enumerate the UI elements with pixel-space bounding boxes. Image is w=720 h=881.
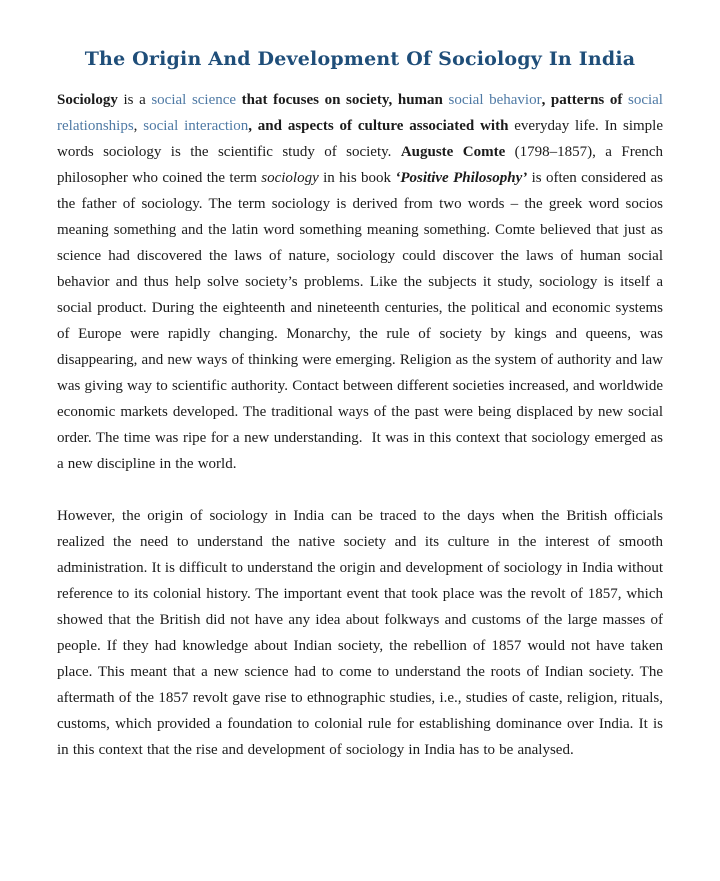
text-segment: in his book (318, 170, 396, 186)
text-segment: (1798–1857), a French philosopher who coined the term (57, 144, 664, 186)
term-sociology-bold: Sociology (57, 92, 118, 108)
text-segment: that focuses on society, human (236, 92, 449, 108)
document-title: The Origin And Development Of Sociology In India (84, 48, 636, 70)
paragraph-sociology-in-india (57, 503, 663, 763)
text-segment: , (133, 118, 144, 134)
link-social-behavior[interactable]: social behavior (448, 92, 542, 108)
text-segment: everyday life. In simple words sociology is the scientific study of society. (57, 118, 663, 160)
link-social-relationships[interactable]: social relationships (57, 92, 663, 134)
term-positive-philosophy: ‘Positive Philosophy’ (395, 170, 528, 186)
link-social-science[interactable]: social science (151, 92, 237, 108)
text-segment: However, the origin of sociology in India can be traced to the days when the British officials realized the need to understand the native society and its culture in the interest of smooth administration. It is difficult to understand the origin and development of sociology in India without reference to its colonial history. The important event that took place was the revolt of 1857, which showed that the British did not have any idea about folkways and customs of the large masses of people. If they had knowledge about Indian society, the rebellion of 1857 would not have taken place. This meant that a new science had to come to understand the roots of Indian society. The aftermath of the 1857 revolt gave rise to ethnographic studies, i.e., studies of caste, religion, rituals, customs, which provided a foundation to colonial rule for establishing dominance over India. It is in this context that the rise and development of sociology in India has to be analysed. (57, 508, 663, 758)
text-segment: is a (117, 92, 152, 108)
text-segment: , patterns of (541, 92, 628, 108)
paragraph-introduction (57, 87, 663, 477)
text-segment: is often considered as the father of sociology. The term sociology is derived from two words – the greek word socios meaning something and the latin word something meaning something. Comte believed that just as science had discovered the laws of nature, sociology could discover the laws of human social behavior and thus help solve society’s problems. Like the subjects it study, sociology is itself a social product. During the eighteenth and nineteenth centuries, the political and economic systems of Europe were rapidly changing. Monarchy, the rule of society by kings and queens, was disappearing, and new ways of thinking were emerging. Religion as the system of authority and law was giving way to scientific authority. Contact between different societies increased, and worldwide economic markets developed. The traditional ways of the past were being displaced by new social order. The time was ripe for a new understanding. It was in this context that sociology emerged as a new discipline in the world. (57, 170, 663, 472)
text-segment: sociology (261, 170, 319, 186)
text-segment: , and aspects of culture associated with (248, 118, 515, 134)
term-auguste-comte-bold: Auguste Comte (400, 144, 506, 160)
link-social-interaction[interactable]: social interaction (143, 118, 249, 134)
